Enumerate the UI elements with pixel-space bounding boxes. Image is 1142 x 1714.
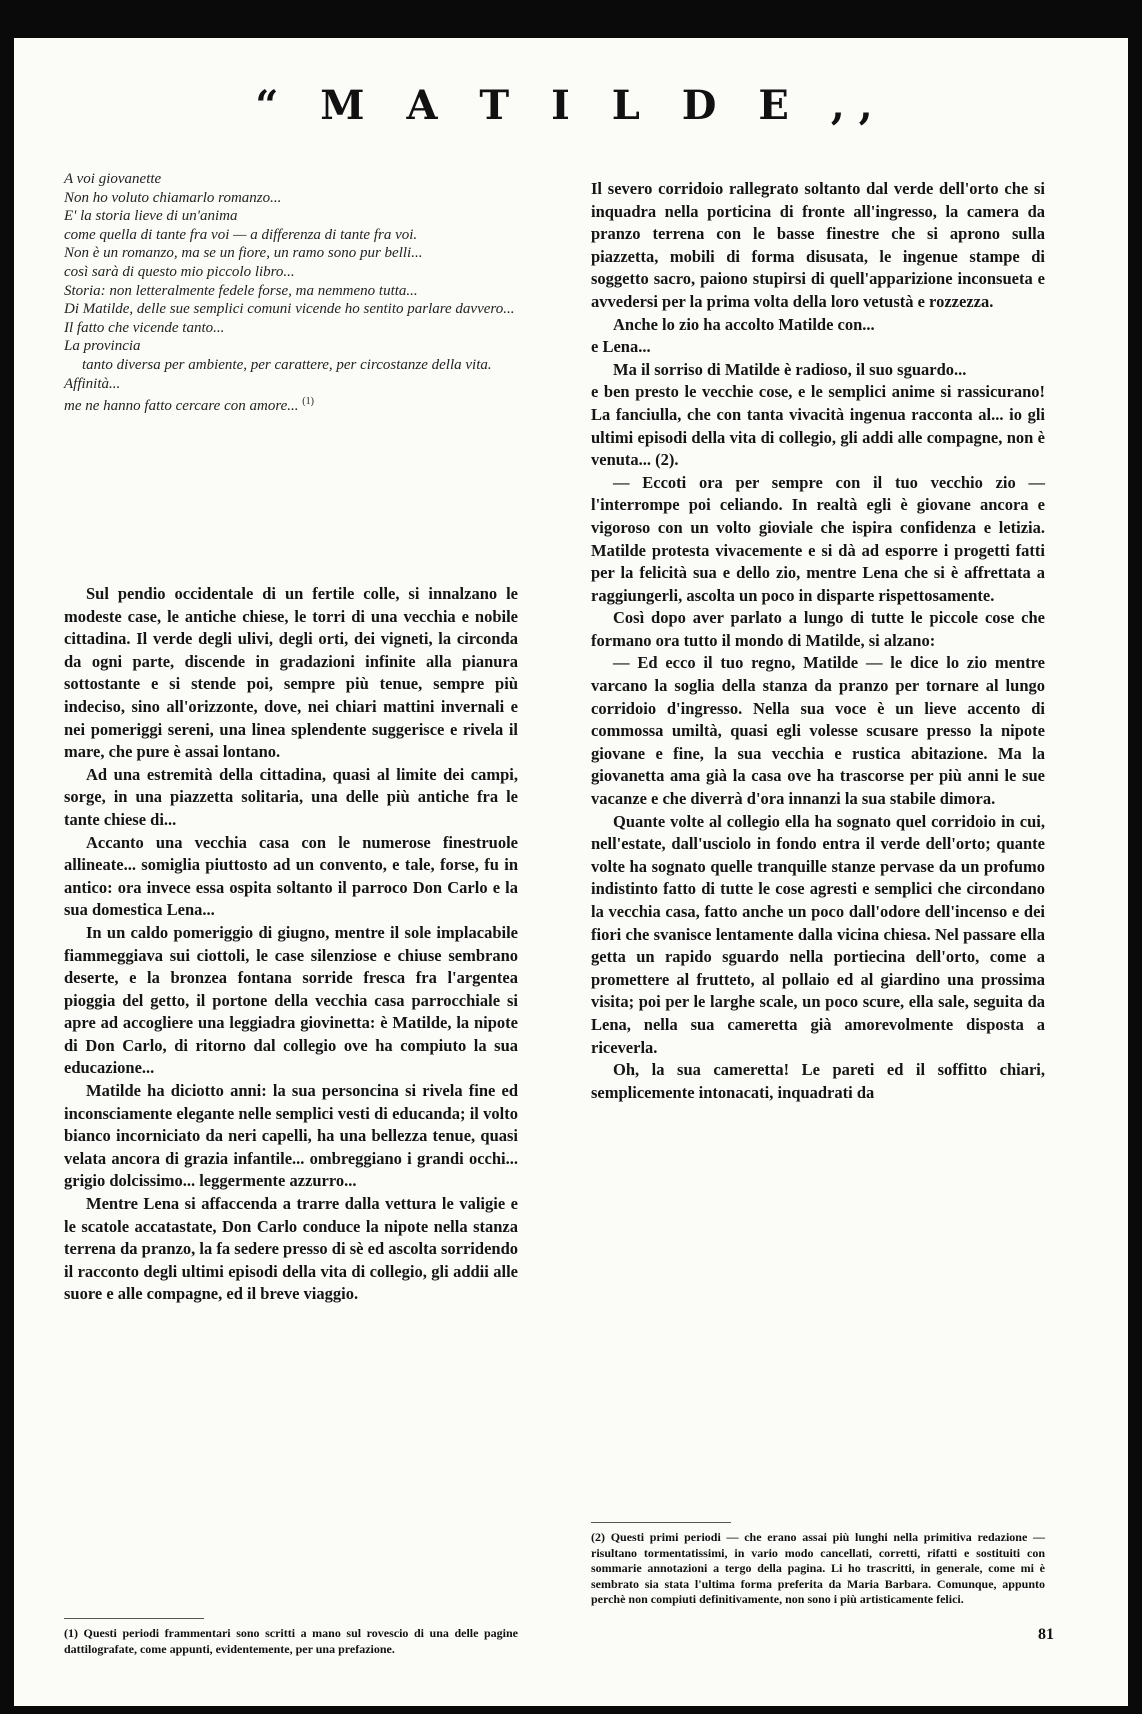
paragraph: Accanto una vecchia casa con le numerose finestruole allineate... somiglia piuttosto ad un convento, e tale, forse, fu in antico: ora invece essa ospita soltanto il parroco Don Carlo e la sua domestica Lena... (64, 832, 518, 920)
verse-line: A voi giovanette (64, 171, 162, 187)
verse-line: Il fatto che vicende tanto... (64, 319, 225, 336)
verse-line: così sarà di questo mio piccolo libro... (64, 263, 295, 280)
paragraph: Matilde ha diciotto anni: la sua personcina si rivela fine ed inconsciamente elegante nelle semplici vesti di educanda; il volto bianco incorniciato da neri capelli, ha una bellezza tenue, quasi velata ancora di grazia infantile... ombreggiano i grandi occhi... grigio dolcissimo... leggermente azzurro... (64, 1081, 518, 1191)
left-body-text (64, 583, 518, 1306)
paragraph: — Ed ecco il tuo regno, Matilde — le dice lo zio mentre varcano la soglia della stanza da pranzo per tornare al lungo corridoio d'ingresso. Nella sua voce è un lieve accento di commossa umiltà, quasi egli volesse scusare presso la nipote giovane e fine, la sua vecchia e rustica abitazione. Ma la giovanetta ama già la casa ove ha trascorse per più anni le sue vacanze e che diverrà d'ora innanzi la sua stabile dimora. (591, 653, 1045, 809)
verse-line: tanto diversa per ambiente, per carattere, per circostanze della vita. (82, 356, 492, 373)
paragraph: Mentre Lena si affaccenda a trarre dalla vettura le valigie e le scatole accatastate, Don Carlo conduce la nipote nella stanza terrena da pranzo, la fa sedere presso di sè ed ascolta sorridendo il racconto degli ultimi episodi della vita di collegio, gli addii alle suore e alle compagne, ed il breve viaggio. (64, 1194, 518, 1304)
chapter-title: “ M A T I L D E ,, (255, 82, 887, 129)
page-number: 81 (1038, 1626, 1054, 1643)
footnote-2: (2) Questi primi periodi — che erano assai più lunghi nella primitiva redazione — risultano tormentatissimi, in vario modo cancellati, corretti, rifatti e sostituiti con sommarie annotazioni a tergo della pagina. Li ho trascritti, in generale, come mi è sembrato sia stata l'ultima forma preferita da Maria Barbara. Comunque, appunto perchè non compiuti definitivamente, non sono i più artisticamente felici. (591, 1530, 1045, 1607)
paragraph: Ma il sorriso di Matilde è radioso, il suo sguardo... (613, 359, 967, 379)
verse-line: Di Matilde, delle sue semplici comuni vicende ho sentito parlare davvero... (64, 301, 515, 318)
paragraph: Anche lo zio ha accolto Matilde con... (613, 314, 875, 334)
verse-line: La provincia (64, 338, 141, 355)
paragraph: Sul pendio occidentale di un fertile colle, si innalzano le modeste case, le antiche chiese, le torri di una vecchia e nobile cittadina. Il verde degli ulivi, degli orti, dei vigneti, la circonda da ogni parte, discende in gradazioni infinite alla pianura sottostante e si stende poi, sempre più tenue, sempre più indeciso, sino all'orizzonte, dove, nei chiari mattini invernali e nei pomeriggi sereni, una linea splendente suggerisce e rivela il mare, che pure è assai lontano. (64, 584, 518, 762)
footnote-mark: (1) (302, 396, 314, 408)
verse-line: come quella di tante fra voi — a differenza di tante fra voi. (64, 226, 418, 243)
paragraph: Quante volte al collegio ella ha sognato quel corridoio in cui, nell'estate, dall'usciolo in fondo entra il verde dell'orto; quante volte ha sognato quelle tranquille stanze pervase da un profumo indistinto fatto di tutte le cose agresti e semplici che circondano la vecchia casa, fatto anche un poco dall'odore dell'incenso e dei fiori che svanisce lentamente dalla vicina chiesa. Nel passare ella getta un rapido sguardo nella portiecina dell'orto, come a promettere al frutteto, al pollaio ed al giardino una prossima visita; poi per le larghe scale, un poco scure, ella sale, seguita da Lena, nella sua cameretta già amorevolmente disposta a riceverla. (591, 811, 1045, 1057)
dedication-verse (64, 170, 518, 416)
paragraph: e Lena... (591, 337, 651, 357)
right-body-text (591, 178, 1045, 1104)
paragraph: Così dopo aver parlato a lungo di tutte le piccole cose che formano ora tutto il mondo di Matilde, si alzano: (591, 608, 1045, 650)
verse-line (64, 393, 518, 416)
paragraph: — Eccoti ora per sempre con il tuo vecchio zio — l'interrompe poi celiando. In realtà egli è giovane ancora e vigoroso con un volto gioviale che ispira confidenza e letizia. Matilde protesta vivacemente e si dà ad esporre i progetti fatti per la felicità sua e dello zio, mentre Lena che si è affrettata a raggiungerli, ascolta un poco in disparte rispettosamente. (591, 472, 1045, 605)
footnote-1: (1) Questi periodi frammentari sono scritti a mano sul rovescio di una delle pagine dattilografate, come appunti, evidentemente, per una prefazione. (64, 1626, 518, 1656)
paragraph: Ad una estremità della cittadina, quasi al limite dei campi, sorge, in una piazzetta solitaria, una delle più antiche fra le tante chiese di... (64, 764, 518, 829)
paragraph: Oh, la sua cameretta! Le pareti ed il soffitto chiari, semplicemente intonacati, inquadrati da (591, 1060, 1045, 1102)
verse-line: Non è un romanzo, ma se un fiore, un ramo sono pur belli... (64, 245, 423, 262)
paragraph: Il severo corridoio rallegrato soltanto dal verde dell'orto che si inquadra nella porticina di fronte all'ingresso, la camera da pranzo terrena con le basse finestre che si aprono sulla piazzetta, mobili di forma disusata, le ingenue stampe di soggetto sacro, paiono stupirsi di quell'apparizione inconsueta e avvedersi per la prima volta della loro vetustà e rozzezza. (591, 179, 1045, 311)
paragraph: In un caldo pomeriggio di giugno, mentre il sole implacabile fiammeggiava sui ciottoli, le case silenziose e chiuse sembrano deserte, e la bronzea fontana sorride fresca fra l'argentea pioggia del getto, il portone della vecchia casa parrocchiale si apre ad accogliere una leggiadra giovinetta: è Matilde, la nipote di Don Carlo, di ritorno dal collegio ove ha compiuto la sua educazione... (64, 922, 518, 1078)
book-page (14, 38, 1128, 1706)
verse-line: E' la storia lieve di un'anima (64, 208, 238, 225)
footnote-rule (64, 1618, 204, 1619)
verse-line: Non ho voluto chiamarlo romanzo... (64, 189, 282, 206)
footnote-rule (591, 1522, 731, 1523)
paragraph: e ben presto le vecchie cose, e le semplici anime si rassicurano! La fanciulla, che con tanta vivacità ingenua racconta al... io gli ultimi episodi della vita di collegio, gli addi alle compagne, non è venuta... (2). (591, 382, 1045, 470)
verse-text: me ne hanno fatto cercare con amore... (64, 398, 299, 415)
verse-line: Affinità... (64, 375, 121, 392)
verse-line: Storia: non letteralmente fedele forse, ma nemmeno tutta... (64, 282, 418, 299)
